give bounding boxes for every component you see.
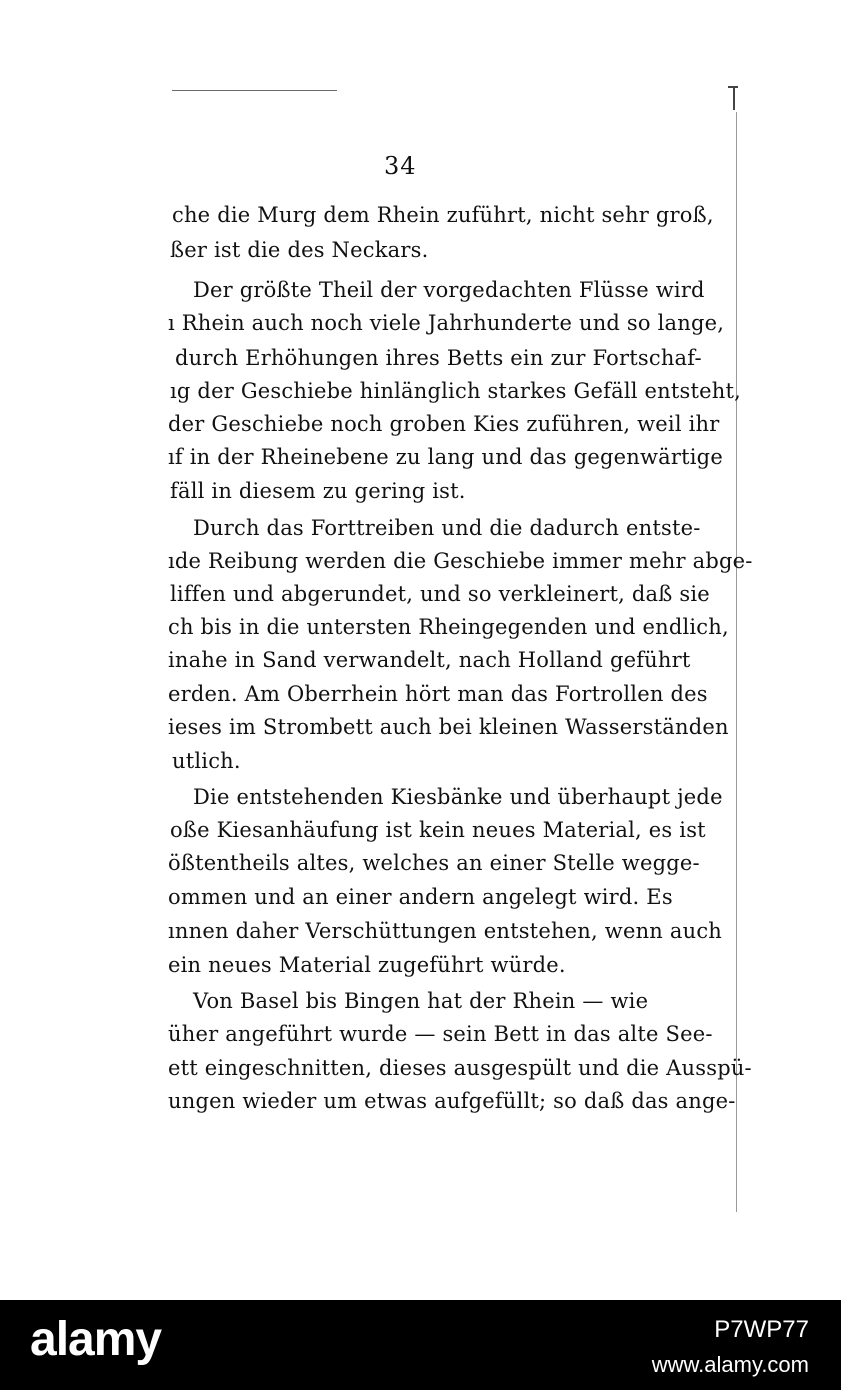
text-line: ch bis in die untersten Rheingegenden und endlich, xyxy=(168,615,729,639)
text-line: Durch das Forttreiben und die dadurch entste- xyxy=(193,516,701,540)
page-number: 34 xyxy=(384,152,417,180)
text-line: ieses im Strombett auch bei kleinen Wasserständen xyxy=(168,715,729,739)
text-line: oße Kiesanhäufung ist kein neues Material, es ist xyxy=(170,818,706,842)
text-line: ommen und an einer andern angelegt wird. Es xyxy=(168,885,673,909)
text-line: liffen und abgerundet, und so verkleinert, daß sie xyxy=(170,582,710,606)
page-right-edge xyxy=(736,112,737,1212)
text-line: utlich. xyxy=(172,749,241,773)
text-line: Die entstehenden Kiesbänke und überhaupt jede xyxy=(193,785,723,809)
text-line: Der größte Theil der vorgedachten Flüsse wird xyxy=(193,278,705,302)
text-line: ößtentheils altes, welches an einer Stelle wegge- xyxy=(168,851,700,875)
text-line: erden. Am Oberrhein hört man das Fortrollen des xyxy=(168,682,708,706)
text-line: durch Erhöhungen ihres Betts ein zur Fortschaf- xyxy=(175,346,702,370)
text-line: üher angeführt wurde — sein Bett in das alte See- xyxy=(168,1022,713,1046)
text-line: ett eingeschnitten, dieses ausgespült und die Ausspü- xyxy=(168,1056,752,1080)
corner-mark xyxy=(728,86,738,112)
text-line: ein neues Material zugeführt würde. xyxy=(168,953,566,977)
text-line: ınnen daher Verschüttungen entstehen, wenn auch xyxy=(168,919,723,943)
footer-bar xyxy=(0,1300,841,1390)
alamy-logo: alamy xyxy=(30,1313,162,1366)
text-line: Von Basel bis Bingen hat der Rhein — wie xyxy=(193,989,649,1013)
text-line: ßer ist die des Neckars. xyxy=(170,238,429,262)
text-line: inahe in Sand verwandelt, nach Holland geführt xyxy=(168,648,691,672)
text-line: ıde Reibung werden die Geschiebe immer mehr abge- xyxy=(168,549,753,573)
top-rule xyxy=(172,90,337,91)
image-id: P7WP77 xyxy=(714,1316,809,1343)
text-line: fäll in diesem zu gering ist. xyxy=(170,479,466,503)
text-line: ıg der Geschiebe hinlänglich starkes Gefäll entsteht, xyxy=(170,379,741,403)
text-line: ı Rhein auch noch viele Jahrhunderte und so lange, xyxy=(168,311,725,335)
text-line: ungen wieder um etwas aufgefüllt; so daß das ange- xyxy=(168,1089,736,1113)
text-line: ıf in der Rheinebene zu lang und das gegenwärtige xyxy=(168,445,723,469)
site-url: www.alamy.com xyxy=(651,1352,809,1377)
text-line: der Geschiebe noch groben Kies zuführen, weil ihr xyxy=(168,412,720,436)
text-line: che die Murg dem Rhein zuführt, nicht sehr groß, xyxy=(172,203,714,227)
